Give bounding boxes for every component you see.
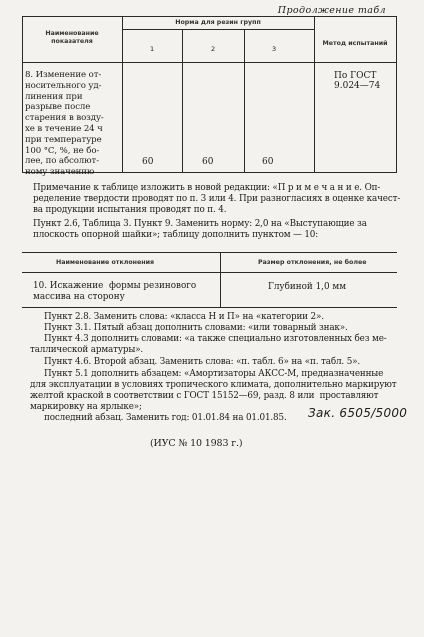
deviation-row-name: 10. Искажение формы резинового массива на сторону: [33, 281, 197, 302]
note-paragraph: Примечание к таблице изложить в новой редакции: «П р и м е ч а н и е. Оп- ределение твердости проводят по п. 3 или 4. При разногласиях в оценке качест- ва продукции испытания проводят по п. 4.: [33, 183, 401, 215]
issue-reference: (ИУС № 10 1983 г.): [150, 438, 243, 449]
column-header-norm: Норма для резин групп: [175, 19, 261, 26]
amendment-line-3: Пункт 4.3 дополнить словами: «а также специально изготовленных без ме-: [44, 334, 387, 344]
deviation-table: [22, 252, 397, 308]
amendment-line-9: маркировку на ярлыке»;: [30, 402, 142, 412]
norms-table: [22, 16, 397, 178]
row-indicator-text: 8. Изменение от- носительного уд- линения при разрыве после старения в возду- хе в течение 24 ч при температуре 100 °С, %, не бо- лее, по абсолют- ному значению: [25, 70, 104, 178]
continuation-header: Продолжение табл: [277, 5, 386, 16]
amendment-line-10: последний абзац. Заменить год: 01.01.84 на 01.01.85.: [44, 413, 287, 423]
value-group-2: 60: [202, 157, 214, 167]
group-number-1: 1: [150, 45, 155, 53]
amendment-line-8: желтой краской в соответствии с ГОСТ 15152—69, разд. 8 или проставляют: [30, 391, 379, 401]
value-group-3: 60: [262, 157, 274, 167]
column-header-deviation-name: Наименование отклонения: [56, 259, 155, 266]
group-number-2: 2: [211, 45, 216, 53]
amendment-line-7: для эксплуатации в условиях тропического климата, дополнительно маркируют: [30, 380, 397, 390]
column-header-name: Наименование показателя: [45, 30, 99, 45]
test-method: По ГОСТ 9.024—74: [334, 71, 381, 91]
handwritten-order-note: Зак. 6505/5000: [308, 406, 408, 420]
value-group-1: 60: [142, 157, 154, 167]
amendment-line-5: Пункт 4.6. Второй абзац. Заменить слова: «п. табл. 6» на «п. табл. 5».: [44, 357, 361, 367]
amendment-line-2: Пункт 3.1. Пятый абзац дополнить словами: «или товарный знак».: [44, 323, 348, 333]
amendment-line-6: Пункт 5.1 дополнить абзацем: «Амортизаторы АКСС-М, предназначенные: [44, 369, 384, 379]
item-2-6-paragraph: Пункт 2.6, Таблица 3. Пункт 9. Заменить норму: 2,0 на «Выступающие за плоскость опорной шайки»; таблицу дополнить пунктом — 10:: [33, 219, 367, 240]
column-header-method: Метод испытаний: [322, 40, 388, 47]
group-number-3: 3: [272, 45, 277, 53]
deviation-row-value: Глубиной 1,0 мм: [268, 282, 347, 292]
column-header-deviation-size: Размер отклонения, не более: [258, 259, 367, 266]
amendment-line-1: Пункт 2.8. Заменить слова: «класса Н и П» на «категории 2».: [44, 312, 324, 322]
amendment-line-4: таллической арматуры».: [30, 345, 144, 355]
